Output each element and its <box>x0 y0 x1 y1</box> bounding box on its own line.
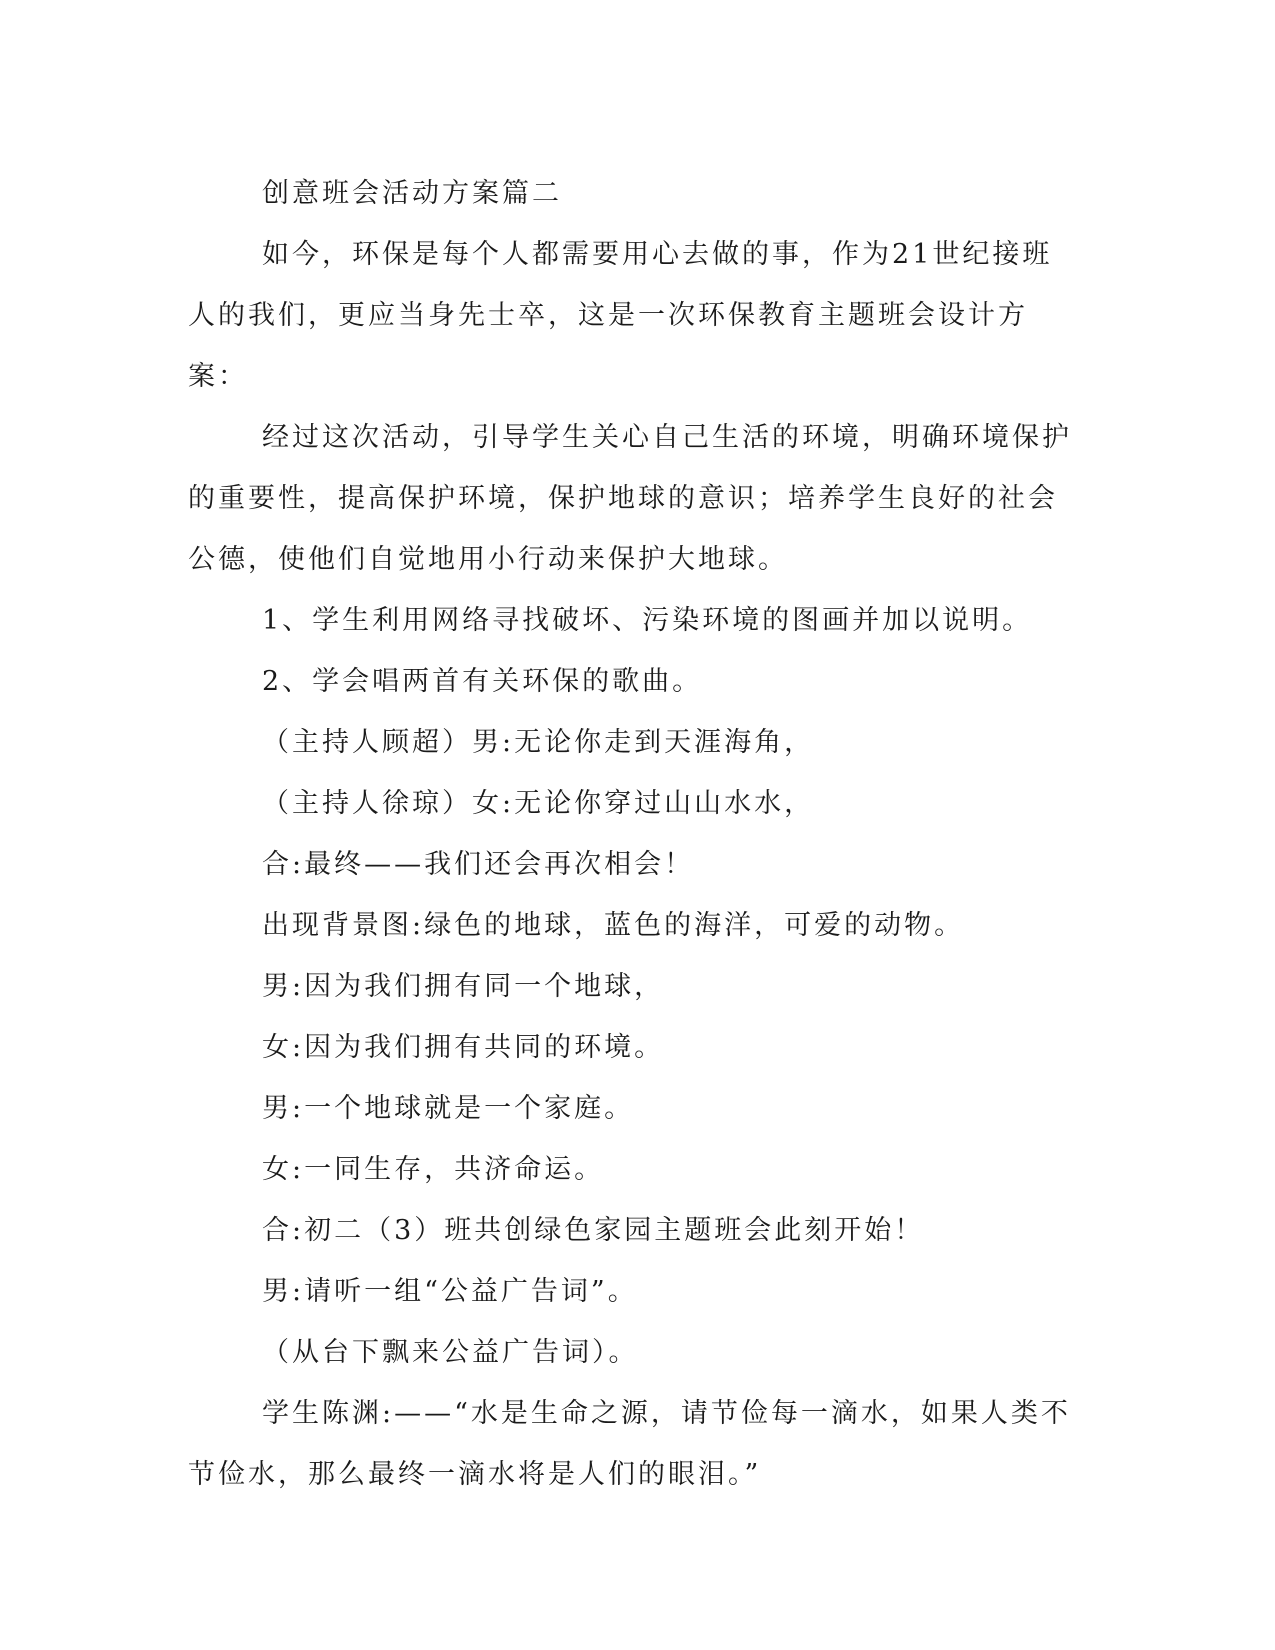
dialogue-line: （主持人徐琼）女:无论你穿过山山水水， <box>262 788 815 819</box>
document-body <box>188 163 1078 1505</box>
document-title: 创意班会活动方案篇二 <box>262 178 562 209</box>
paragraph-goal: 经过这次活动，引导学生关心自己生活的环境，明确环境保护的重要性，提高保护环境，保护地球的意识；培养学生良好的社会公德，使他们自觉地用小行动来保护大地球。 <box>188 422 1072 575</box>
dialogue-line: 合:最终——我们还会再次相会！ <box>262 849 695 880</box>
dialogue-line: 学生陈渊:——“水是生命之源，请节俭每一滴水，如果人类不节俭水，那么最终一滴水将是人们的眼泪。” <box>188 1398 1071 1490</box>
dialogue-line: 男:请听一组“公益广告词”。 <box>262 1276 638 1307</box>
stage-direction: 出现背景图:绿色的地球，蓝色的海洋，可爱的动物。 <box>262 910 965 941</box>
dialogue-line: 女:一同生存，共济命运。 <box>262 1154 605 1185</box>
stage-direction: （从台下飘来公益广告词）。 <box>262 1337 639 1368</box>
prep-item-1: 1、学生利用网络寻找破坏、污染环境的图画并加以说明。 <box>262 605 1033 636</box>
dialogue-line: 男:一个地球就是一个家庭。 <box>262 1093 635 1124</box>
dialogue-line: 女:因为我们拥有共同的环境。 <box>262 1032 665 1063</box>
prep-item-2: 2、学会唱两首有关环保的歌曲。 <box>262 666 703 697</box>
dialogue-line: 男:因为我们拥有同一个地球， <box>262 971 665 1002</box>
paragraph-intro: 如今，环保是每个人都需要用心去做的事，作为21世纪接班人的我们，更应当身先士卒，这是一次环保教育主题班会设计方案： <box>188 239 1053 392</box>
dialogue-line: 合:初二（3）班共创绿色家园主题班会此刻开始！ <box>262 1215 925 1246</box>
dialogue-line: （主持人顾超）男:无论你走到天涯海角， <box>262 727 815 758</box>
